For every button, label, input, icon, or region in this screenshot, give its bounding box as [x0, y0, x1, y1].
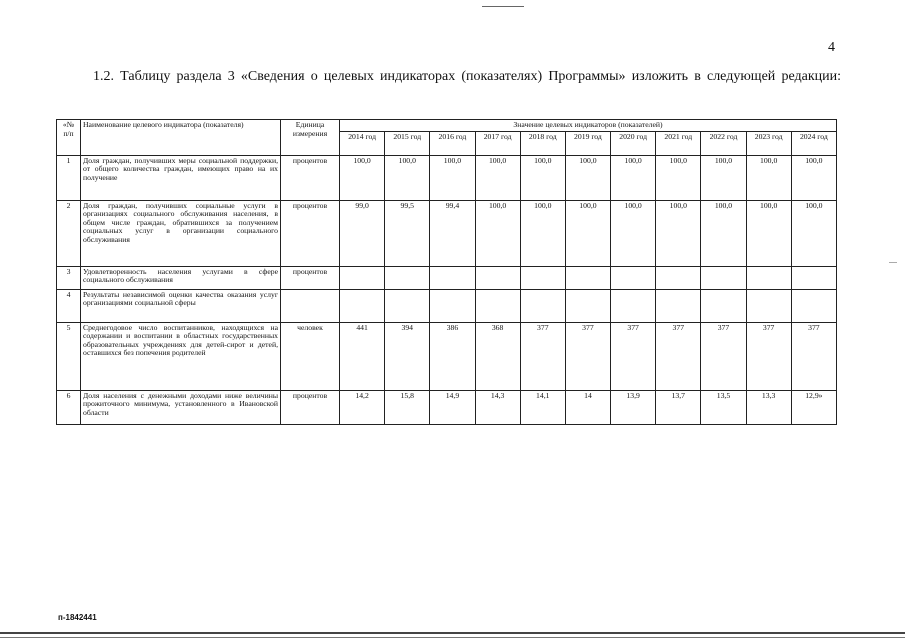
section-heading: 1.2. Таблицу раздела 3 «Сведения о целевых индикаторах (показателях) Программы» изложить в следующей редакции:	[93, 69, 841, 84]
edge-mark	[889, 262, 897, 263]
row-value: 377	[565, 322, 610, 390]
row-value: 14	[565, 390, 610, 424]
row-value	[340, 266, 385, 289]
page-number: 4	[828, 40, 835, 55]
header-number: «№ п/п	[57, 120, 81, 156]
row-value	[701, 266, 746, 289]
row-value: 13,9	[611, 390, 656, 424]
row-value	[611, 289, 656, 322]
footer-code: п-1842441	[58, 613, 97, 622]
row-value	[430, 289, 475, 322]
row-indicator-name: Доля граждан, получивших социальные услуги в организациях социального обслуживания населения, в общем числе граждан, обратившихся за получением социальных услуг в организации социального обслуживания	[81, 200, 281, 266]
row-value: 99,4	[430, 200, 475, 266]
header-year: 2014 год	[340, 131, 385, 155]
row-indicator-name: Результаты независимой оценки качества оказания услуг организациями социальной сферы	[81, 289, 281, 322]
row-value: 100,0	[565, 200, 610, 266]
table-row	[57, 390, 837, 424]
row-indicator-name: Среднегодовое число воспитанников, находящихся на содержании и воспитании в областных государственных образовательных учреждениях для детей-сирот и детей, оставшихся без попечения родителей	[81, 322, 281, 390]
header-year: 2015 год	[385, 131, 430, 155]
row-value: 100,0	[791, 155, 836, 200]
indicators-table	[56, 119, 837, 425]
row-unit	[281, 289, 340, 322]
row-value	[475, 266, 520, 289]
row-value: 14,9	[430, 390, 475, 424]
row-value: 100,0	[430, 155, 475, 200]
row-indicator-name: Удовлетворенность населения услугами в сфере социального обслуживания	[81, 266, 281, 289]
row-value: 100,0	[611, 155, 656, 200]
bottom-rule	[0, 637, 905, 638]
table-row	[57, 200, 837, 266]
row-value: 100,0	[746, 155, 791, 200]
row-value: 100,0	[520, 155, 565, 200]
row-indicator-name: Доля граждан, получивших меры социальной поддержки, от общего количества граждан, имеющих право на их получение	[81, 155, 281, 200]
row-number: 3	[57, 266, 81, 289]
row-value: 14,1	[520, 390, 565, 424]
row-number: 4	[57, 289, 81, 322]
row-value: 100,0	[385, 155, 430, 200]
table-row	[57, 266, 837, 289]
header-indicator-name: Наименование целевого индикатора (показателя)	[81, 120, 281, 156]
row-value: 14,3	[475, 390, 520, 424]
row-number: 6	[57, 390, 81, 424]
row-value: 100,0	[611, 200, 656, 266]
header-year: 2019 год	[565, 131, 610, 155]
row-value: 377	[791, 322, 836, 390]
row-unit: процентов	[281, 155, 340, 200]
row-number: 2	[57, 200, 81, 266]
row-value	[746, 289, 791, 322]
row-unit: процентов	[281, 200, 340, 266]
row-value	[656, 289, 701, 322]
row-value: 13,7	[656, 390, 701, 424]
row-value: 100,0	[520, 200, 565, 266]
row-value	[746, 266, 791, 289]
row-unit: процентов	[281, 266, 340, 289]
row-value: 100,0	[791, 200, 836, 266]
row-value: 13,5	[701, 390, 746, 424]
row-value	[611, 266, 656, 289]
row-value: 100,0	[565, 155, 610, 200]
row-number: 5	[57, 322, 81, 390]
row-unit: человек	[281, 322, 340, 390]
row-value	[565, 266, 610, 289]
row-value	[565, 289, 610, 322]
header-year: 2021 год	[656, 131, 701, 155]
row-number: 1	[57, 155, 81, 200]
row-value: 386	[430, 322, 475, 390]
row-value	[385, 289, 430, 322]
row-value	[475, 289, 520, 322]
row-value	[701, 289, 746, 322]
row-value	[520, 289, 565, 322]
table-row	[57, 289, 837, 322]
header-unit: Единица измерения	[281, 120, 340, 156]
row-value	[656, 266, 701, 289]
row-value: 377	[611, 322, 656, 390]
row-value: 100,0	[340, 155, 385, 200]
row-value: 441	[340, 322, 385, 390]
table-row	[57, 155, 837, 200]
row-value: 100,0	[475, 200, 520, 266]
row-value: 99,5	[385, 200, 430, 266]
row-value: 100,0	[656, 200, 701, 266]
row-value	[430, 266, 475, 289]
row-value: 377	[701, 322, 746, 390]
header-year: 2016 год	[430, 131, 475, 155]
header-year: 2022 год	[701, 131, 746, 155]
bottom-rule	[0, 632, 905, 634]
row-value	[791, 266, 836, 289]
row-value: 377	[520, 322, 565, 390]
row-value: 368	[475, 322, 520, 390]
header-year: 2024 год	[791, 131, 836, 155]
top-rule	[482, 6, 524, 7]
row-unit: процентов	[281, 390, 340, 424]
row-value: 100,0	[475, 155, 520, 200]
row-value	[791, 289, 836, 322]
row-value: 15,8	[385, 390, 430, 424]
row-value: 377	[746, 322, 791, 390]
header-year: 2017 год	[475, 131, 520, 155]
row-value: 394	[385, 322, 430, 390]
row-value: 100,0	[656, 155, 701, 200]
row-value: 14,2	[340, 390, 385, 424]
header-values-group: Значение целевых индикаторов (показателей)	[340, 120, 837, 132]
row-indicator-name: Доля населения с денежными доходами ниже величины прожиточного минимума, установленного в Ивановской области	[81, 390, 281, 424]
row-value: 99,0	[340, 200, 385, 266]
row-value: 12,9»	[791, 390, 836, 424]
row-value	[340, 289, 385, 322]
row-value	[520, 266, 565, 289]
row-value: 100,0	[701, 200, 746, 266]
row-value: 100,0	[746, 200, 791, 266]
table-row	[57, 322, 837, 390]
header-year: 2020 год	[611, 131, 656, 155]
row-value: 100,0	[701, 155, 746, 200]
row-value: 13,3	[746, 390, 791, 424]
header-year: 2018 год	[520, 131, 565, 155]
header-year: 2023 год	[746, 131, 791, 155]
row-value: 377	[656, 322, 701, 390]
row-value	[385, 266, 430, 289]
